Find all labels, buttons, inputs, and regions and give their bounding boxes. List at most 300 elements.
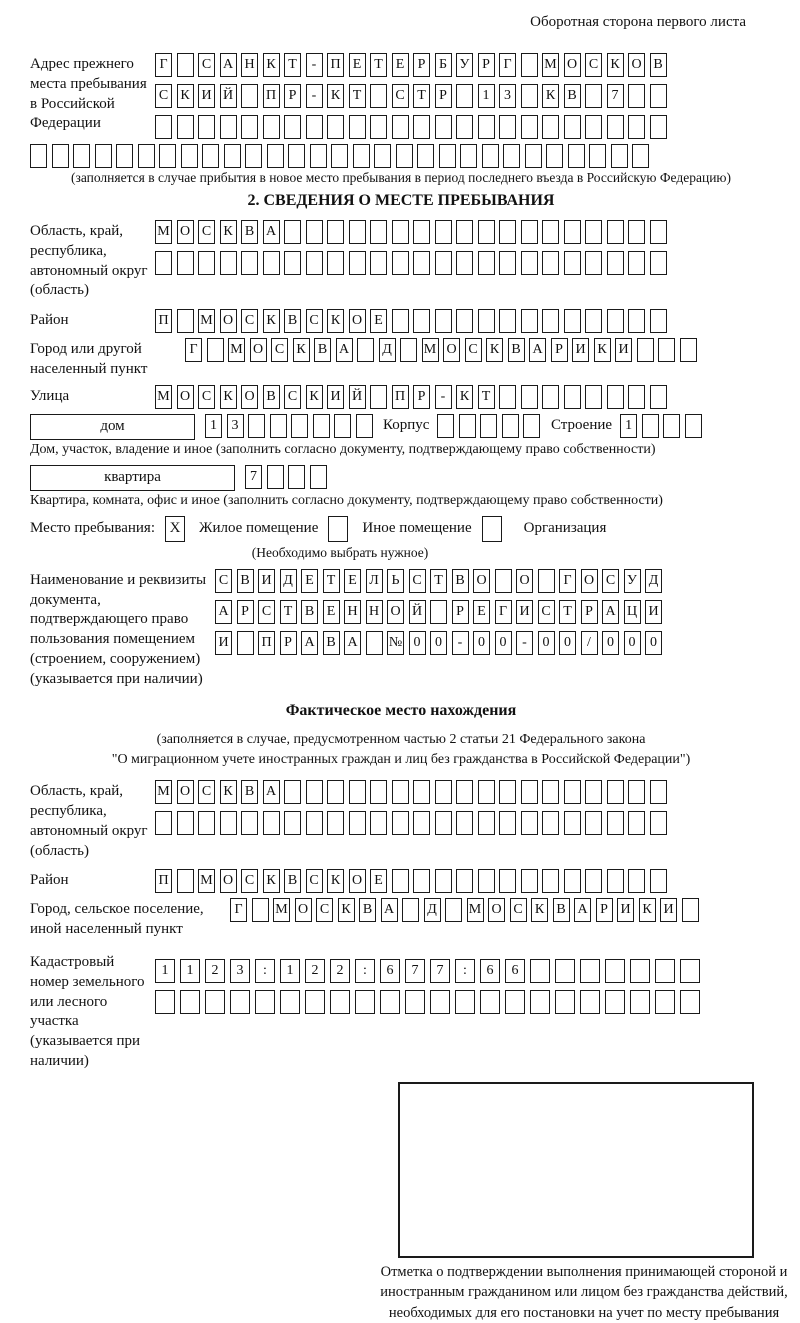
char-cell[interactable] <box>353 144 370 168</box>
char-cell[interactable]: С <box>284 385 301 409</box>
char-cell[interactable] <box>478 780 495 804</box>
char-cell[interactable]: С <box>409 569 426 593</box>
char-cell[interactable]: М <box>273 898 290 922</box>
char-cell[interactable]: А <box>336 338 353 362</box>
char-cell[interactable] <box>435 251 452 275</box>
char-cell[interactable]: Г <box>499 53 516 77</box>
char-cell[interactable] <box>370 115 387 139</box>
char-cell[interactable]: Т <box>370 53 387 77</box>
char-cell[interactable] <box>202 144 219 168</box>
char-cell[interactable] <box>310 465 327 489</box>
char-cell[interactable] <box>349 811 366 835</box>
char-cell[interactable] <box>478 115 495 139</box>
char-cell[interactable]: О <box>564 53 581 77</box>
char-cell[interactable] <box>445 898 462 922</box>
char-cell[interactable] <box>456 869 473 893</box>
char-cell[interactable]: К <box>456 385 473 409</box>
char-cell[interactable] <box>503 144 520 168</box>
char-cell[interactable]: П <box>392 385 409 409</box>
char-cell[interactable] <box>230 990 250 1014</box>
char-cell[interactable] <box>396 144 413 168</box>
char-cell[interactable]: И <box>215 631 232 655</box>
char-cell[interactable]: А <box>574 898 591 922</box>
char-cell[interactable] <box>270 414 287 438</box>
char-cell[interactable]: С <box>585 53 602 77</box>
char-cell[interactable] <box>521 84 538 108</box>
char-cell[interactable] <box>220 115 237 139</box>
char-cell[interactable] <box>417 144 434 168</box>
char-cell[interactable]: И <box>617 898 634 922</box>
char-cell[interactable] <box>241 115 258 139</box>
char-cell[interactable] <box>658 338 675 362</box>
char-cell[interactable] <box>30 144 47 168</box>
char-cell[interactable]: Т <box>430 569 447 593</box>
char-cell[interactable] <box>349 220 366 244</box>
char-cell[interactable] <box>580 990 600 1014</box>
char-cell[interactable]: С <box>538 600 555 624</box>
char-cell[interactable] <box>655 990 675 1014</box>
char-cell[interactable] <box>478 220 495 244</box>
char-cell[interactable] <box>306 115 323 139</box>
char-cell[interactable]: В <box>452 569 469 593</box>
char-cell[interactable]: К <box>639 898 656 922</box>
char-cell[interactable] <box>480 990 500 1014</box>
char-cell[interactable] <box>327 780 344 804</box>
char-cell[interactable] <box>521 385 538 409</box>
char-cell[interactable] <box>542 780 559 804</box>
char-cell[interactable]: У <box>624 569 641 593</box>
char-cell[interactable] <box>460 144 477 168</box>
char-cell[interactable]: С <box>271 338 288 362</box>
char-cell[interactable] <box>521 780 538 804</box>
char-cell[interactable] <box>370 84 387 108</box>
char-cell[interactable]: К <box>542 84 559 108</box>
char-cell[interactable]: Й <box>349 385 366 409</box>
char-cell[interactable] <box>585 84 602 108</box>
char-cell[interactable]: М <box>155 385 172 409</box>
char-cell[interactable]: Р <box>551 338 568 362</box>
char-cell[interactable] <box>263 251 280 275</box>
char-cell[interactable] <box>521 811 538 835</box>
char-cell[interactable] <box>439 144 456 168</box>
char-cell[interactable] <box>267 144 284 168</box>
char-cell[interactable]: П <box>155 869 172 893</box>
char-cell[interactable] <box>499 115 516 139</box>
char-cell[interactable] <box>198 251 215 275</box>
char-cell[interactable]: В <box>241 780 258 804</box>
char-cell[interactable] <box>392 115 409 139</box>
char-cell[interactable]: Р <box>284 84 301 108</box>
char-cell[interactable]: Р <box>237 600 254 624</box>
char-cell[interactable]: 7 <box>245 465 262 489</box>
char-cell[interactable]: С <box>241 869 258 893</box>
char-cell[interactable] <box>495 569 512 593</box>
char-cell[interactable]: М <box>542 53 559 77</box>
char-cell[interactable] <box>349 251 366 275</box>
char-cell[interactable] <box>542 115 559 139</box>
char-cell[interactable] <box>413 780 430 804</box>
house-type-box[interactable]: дом <box>30 414 195 440</box>
char-cell[interactable] <box>650 385 667 409</box>
char-cell[interactable] <box>478 869 495 893</box>
char-cell[interactable] <box>628 811 645 835</box>
char-cell[interactable] <box>523 414 540 438</box>
char-cell[interactable]: С <box>241 309 258 333</box>
char-cell[interactable]: С <box>306 869 323 893</box>
char-cell[interactable] <box>650 220 667 244</box>
char-cell[interactable] <box>248 414 265 438</box>
char-cell[interactable] <box>478 251 495 275</box>
char-cell[interactable] <box>241 251 258 275</box>
char-cell[interactable]: К <box>486 338 503 362</box>
char-cell[interactable]: 7 <box>405 959 425 983</box>
char-cell[interactable]: К <box>220 220 237 244</box>
char-cell[interactable]: 0 <box>409 631 426 655</box>
char-cell[interactable] <box>357 338 374 362</box>
char-cell[interactable] <box>435 115 452 139</box>
char-cell[interactable]: А <box>529 338 546 362</box>
char-cell[interactable]: Й <box>220 84 237 108</box>
char-cell[interactable] <box>392 869 409 893</box>
char-cell[interactable]: С <box>465 338 482 362</box>
char-cell[interactable] <box>284 811 301 835</box>
char-cell[interactable]: К <box>177 84 194 108</box>
char-cell[interactable] <box>380 990 400 1014</box>
char-cell[interactable]: С <box>602 569 619 593</box>
char-cell[interactable]: К <box>263 869 280 893</box>
char-cell[interactable]: Г <box>155 53 172 77</box>
char-cell[interactable] <box>306 220 323 244</box>
char-cell[interactable] <box>263 115 280 139</box>
char-cell[interactable]: Т <box>413 84 430 108</box>
char-cell[interactable] <box>138 144 155 168</box>
char-cell[interactable]: Ь <box>387 569 404 593</box>
char-cell[interactable] <box>73 144 90 168</box>
char-cell[interactable] <box>499 811 516 835</box>
char-cell[interactable]: Т <box>284 53 301 77</box>
char-cell[interactable]: А <box>381 898 398 922</box>
char-cell[interactable]: И <box>615 338 632 362</box>
char-cell[interactable]: Т <box>349 84 366 108</box>
char-cell[interactable]: Т <box>559 600 576 624</box>
char-cell[interactable] <box>564 869 581 893</box>
char-cell[interactable] <box>482 144 499 168</box>
char-cell[interactable] <box>435 780 452 804</box>
char-cell[interactable] <box>392 251 409 275</box>
char-cell[interactable] <box>220 811 237 835</box>
char-cell[interactable]: 1 <box>180 959 200 983</box>
char-cell[interactable] <box>585 220 602 244</box>
char-cell[interactable] <box>413 869 430 893</box>
char-cell[interactable] <box>663 414 680 438</box>
char-cell[interactable] <box>628 84 645 108</box>
char-cell[interactable]: П <box>327 53 344 77</box>
char-cell[interactable]: Е <box>349 53 366 77</box>
char-cell[interactable] <box>116 144 133 168</box>
char-cell[interactable] <box>413 115 430 139</box>
char-cell[interactable] <box>607 385 624 409</box>
char-cell[interactable] <box>405 990 425 1014</box>
char-cell[interactable] <box>327 251 344 275</box>
char-cell[interactable] <box>499 251 516 275</box>
char-cell[interactable] <box>607 309 624 333</box>
char-cell[interactable]: С <box>215 569 232 593</box>
char-cell[interactable] <box>284 115 301 139</box>
char-cell[interactable] <box>628 385 645 409</box>
char-cell[interactable] <box>521 115 538 139</box>
char-cell[interactable]: В <box>284 869 301 893</box>
char-cell[interactable]: В <box>241 220 258 244</box>
char-cell[interactable] <box>435 309 452 333</box>
char-cell[interactable] <box>370 780 387 804</box>
char-cell[interactable]: С <box>198 385 215 409</box>
char-cell[interactable] <box>177 309 194 333</box>
char-cell[interactable]: И <box>198 84 215 108</box>
char-cell[interactable] <box>607 780 624 804</box>
char-cell[interactable] <box>370 811 387 835</box>
char-cell[interactable]: Г <box>185 338 202 362</box>
char-cell[interactable] <box>355 990 375 1014</box>
char-cell[interactable]: В <box>564 84 581 108</box>
char-cell[interactable] <box>435 811 452 835</box>
char-cell[interactable]: К <box>594 338 611 362</box>
char-cell[interactable]: К <box>263 309 280 333</box>
checkbox-residential[interactable]: X <box>165 516 185 542</box>
char-cell[interactable]: Ц <box>624 600 641 624</box>
char-cell[interactable]: О <box>488 898 505 922</box>
char-cell[interactable] <box>521 251 538 275</box>
char-cell[interactable] <box>327 115 344 139</box>
char-cell[interactable]: Е <box>392 53 409 77</box>
char-cell[interactable] <box>564 251 581 275</box>
char-cell[interactable]: С <box>258 600 275 624</box>
char-cell[interactable] <box>680 959 700 983</box>
char-cell[interactable] <box>585 385 602 409</box>
char-cell[interactable]: С <box>198 780 215 804</box>
char-cell[interactable]: 3 <box>499 84 516 108</box>
char-cell[interactable] <box>392 309 409 333</box>
char-cell[interactable] <box>456 780 473 804</box>
char-cell[interactable] <box>255 990 275 1014</box>
char-cell[interactable] <box>456 811 473 835</box>
char-cell[interactable] <box>330 990 350 1014</box>
char-cell[interactable] <box>538 569 555 593</box>
char-cell[interactable]: В <box>237 569 254 593</box>
char-cell[interactable] <box>370 220 387 244</box>
char-cell[interactable]: Й <box>409 600 426 624</box>
char-cell[interactable] <box>605 959 625 983</box>
char-cell[interactable]: М <box>155 220 172 244</box>
char-cell[interactable]: К <box>306 385 323 409</box>
char-cell[interactable] <box>680 990 700 1014</box>
char-cell[interactable] <box>310 144 327 168</box>
char-cell[interactable] <box>159 144 176 168</box>
char-cell[interactable]: А <box>301 631 318 655</box>
char-cell[interactable]: 2 <box>305 959 325 983</box>
char-cell[interactable]: С <box>198 220 215 244</box>
char-cell[interactable] <box>642 414 659 438</box>
char-cell[interactable]: А <box>215 600 232 624</box>
char-cell[interactable] <box>564 385 581 409</box>
char-cell[interactable]: 1 <box>620 414 637 438</box>
char-cell[interactable] <box>306 251 323 275</box>
char-cell[interactable] <box>413 309 430 333</box>
char-cell[interactable] <box>650 115 667 139</box>
char-cell[interactable] <box>413 251 430 275</box>
char-cell[interactable] <box>237 631 254 655</box>
char-cell[interactable]: О <box>387 600 404 624</box>
char-cell[interactable]: У <box>456 53 473 77</box>
char-cell[interactable] <box>585 780 602 804</box>
char-cell[interactable] <box>555 959 575 983</box>
char-cell[interactable] <box>542 309 559 333</box>
char-cell[interactable] <box>155 811 172 835</box>
char-cell[interactable]: О <box>443 338 460 362</box>
char-cell[interactable] <box>628 780 645 804</box>
char-cell[interactable]: И <box>516 600 533 624</box>
char-cell[interactable]: Д <box>645 569 662 593</box>
char-cell[interactable] <box>224 144 241 168</box>
char-cell[interactable]: 7 <box>607 84 624 108</box>
char-cell[interactable] <box>499 869 516 893</box>
char-cell[interactable] <box>607 220 624 244</box>
char-cell[interactable]: Е <box>370 309 387 333</box>
char-cell[interactable] <box>95 144 112 168</box>
char-cell[interactable]: Р <box>413 385 430 409</box>
char-cell[interactable] <box>430 600 447 624</box>
char-cell[interactable] <box>177 869 194 893</box>
char-cell[interactable] <box>585 251 602 275</box>
char-cell[interactable] <box>435 869 452 893</box>
char-cell[interactable]: Е <box>370 869 387 893</box>
char-cell[interactable]: - <box>435 385 452 409</box>
char-cell[interactable]: А <box>263 780 280 804</box>
char-cell[interactable] <box>198 811 215 835</box>
char-cell[interactable]: Д <box>424 898 441 922</box>
char-cell[interactable]: 3 <box>227 414 244 438</box>
char-cell[interactable] <box>585 115 602 139</box>
char-cell[interactable] <box>313 414 330 438</box>
char-cell[interactable]: 1 <box>155 959 175 983</box>
char-cell[interactable]: И <box>645 600 662 624</box>
char-cell[interactable]: Н <box>241 53 258 77</box>
char-cell[interactable]: - <box>516 631 533 655</box>
char-cell[interactable] <box>650 780 667 804</box>
char-cell[interactable]: И <box>660 898 677 922</box>
char-cell[interactable] <box>392 780 409 804</box>
char-cell[interactable]: К <box>220 780 237 804</box>
char-cell[interactable]: Т <box>478 385 495 409</box>
char-cell[interactable]: / <box>581 631 598 655</box>
char-cell[interactable] <box>585 811 602 835</box>
char-cell[interactable] <box>392 811 409 835</box>
char-cell[interactable]: М <box>467 898 484 922</box>
char-cell[interactable] <box>177 115 194 139</box>
char-cell[interactable]: К <box>607 53 624 77</box>
char-cell[interactable] <box>478 811 495 835</box>
char-cell[interactable] <box>331 144 348 168</box>
char-cell[interactable]: К <box>338 898 355 922</box>
char-cell[interactable]: 0 <box>538 631 555 655</box>
char-cell[interactable]: С <box>510 898 527 922</box>
char-cell[interactable]: - <box>306 53 323 77</box>
char-cell[interactable] <box>521 220 538 244</box>
char-cell[interactable]: Т <box>280 600 297 624</box>
char-cell[interactable]: 0 <box>624 631 641 655</box>
char-cell[interactable] <box>650 309 667 333</box>
char-cell[interactable] <box>542 811 559 835</box>
char-cell[interactable] <box>499 220 516 244</box>
char-cell[interactable]: С <box>198 53 215 77</box>
char-cell[interactable]: Г <box>495 600 512 624</box>
char-cell[interactable] <box>280 990 300 1014</box>
char-cell[interactable] <box>650 84 667 108</box>
char-cell[interactable] <box>650 251 667 275</box>
char-cell[interactable] <box>456 84 473 108</box>
char-cell[interactable]: М <box>155 780 172 804</box>
char-cell[interactable]: Е <box>473 600 490 624</box>
char-cell[interactable] <box>456 115 473 139</box>
char-cell[interactable] <box>181 144 198 168</box>
char-cell[interactable]: О <box>349 869 366 893</box>
char-cell[interactable] <box>413 220 430 244</box>
char-cell[interactable] <box>455 990 475 1014</box>
char-cell[interactable] <box>542 220 559 244</box>
char-cell[interactable]: В <box>263 385 280 409</box>
char-cell[interactable] <box>607 115 624 139</box>
char-cell[interactable]: 0 <box>602 631 619 655</box>
char-cell[interactable] <box>499 309 516 333</box>
char-cell[interactable] <box>555 990 575 1014</box>
char-cell[interactable] <box>564 115 581 139</box>
char-cell[interactable] <box>607 811 624 835</box>
char-cell[interactable] <box>263 811 280 835</box>
char-cell[interactable]: О <box>349 309 366 333</box>
char-cell[interactable]: 2 <box>205 959 225 983</box>
char-cell[interactable] <box>628 220 645 244</box>
char-cell[interactable] <box>499 780 516 804</box>
char-cell[interactable] <box>267 465 284 489</box>
char-cell[interactable] <box>530 990 550 1014</box>
char-cell[interactable] <box>349 780 366 804</box>
char-cell[interactable] <box>685 414 702 438</box>
char-cell[interactable] <box>650 811 667 835</box>
char-cell[interactable] <box>521 309 538 333</box>
char-cell[interactable] <box>480 414 497 438</box>
char-cell[interactable]: П <box>258 631 275 655</box>
char-cell[interactable]: К <box>327 309 344 333</box>
char-cell[interactable] <box>499 385 516 409</box>
char-cell[interactable]: : <box>455 959 475 983</box>
char-cell[interactable]: 1 <box>478 84 495 108</box>
char-cell[interactable] <box>632 144 649 168</box>
char-cell[interactable] <box>220 251 237 275</box>
char-cell[interactable]: 0 <box>473 631 490 655</box>
char-cell[interactable]: Г <box>559 569 576 593</box>
char-cell[interactable]: К <box>327 869 344 893</box>
char-cell[interactable]: М <box>228 338 245 362</box>
char-cell[interactable] <box>349 115 366 139</box>
char-cell[interactable]: - <box>452 631 469 655</box>
char-cell[interactable]: Е <box>344 569 361 593</box>
char-cell[interactable] <box>459 414 476 438</box>
char-cell[interactable] <box>370 251 387 275</box>
char-cell[interactable] <box>605 990 625 1014</box>
char-cell[interactable] <box>630 959 650 983</box>
char-cell[interactable] <box>585 869 602 893</box>
char-cell[interactable] <box>437 414 454 438</box>
char-cell[interactable] <box>630 990 650 1014</box>
